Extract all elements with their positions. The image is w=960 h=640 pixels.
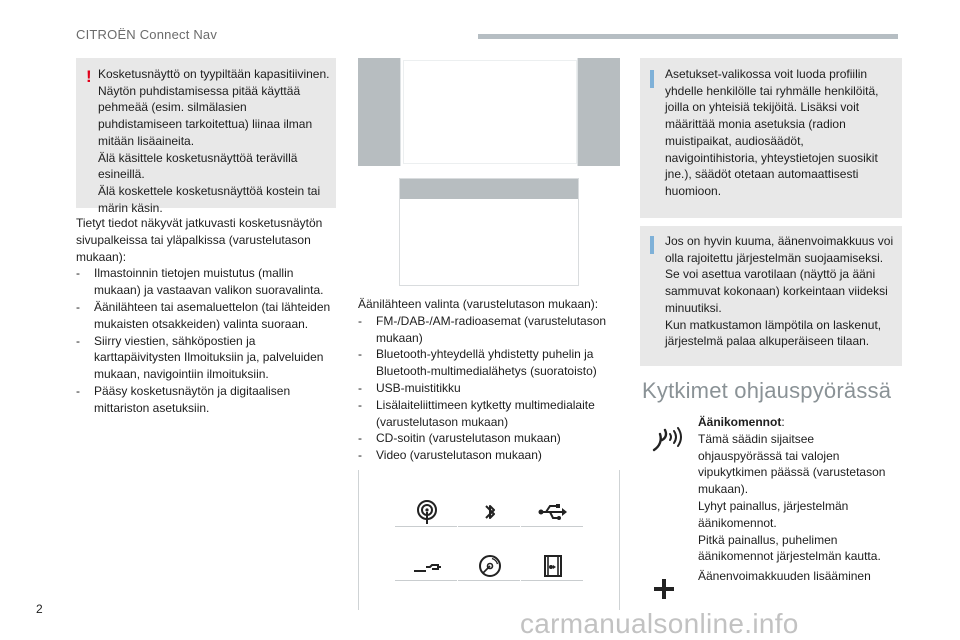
list-item-text: Siirry viestien, sähköpostien ja karttapäivitysten Ilmoituksiin ja, palveluiden mukaan, navigointiin ilmoituksiin. xyxy=(94,333,324,382)
list-item: - CD-soitin (varustelutason mukaan) xyxy=(358,431,561,446)
screen-content-area xyxy=(400,58,578,166)
cd-icon xyxy=(470,548,510,584)
bluetooth-icon xyxy=(470,494,510,530)
list-item-text: Lisälaiteliittimeen kytketty multimedialaite (varustelutason mukaan) xyxy=(376,397,595,429)
left-intro-text: Tietyt tiedot näkyvät jatkuvasti kosketusnäytön sivupalkeissa tai yläpalkissa (varustelutason mukaan): xyxy=(76,216,323,264)
list-item: - USB-muistitikku xyxy=(358,380,461,395)
plus-icon xyxy=(653,578,675,600)
list-item: - Video (varustelutason mukaan) xyxy=(358,448,542,463)
exclamation-icon: ! xyxy=(86,67,92,86)
audio-source-title: Äänilähteen valinta (varustelutason mukaan): xyxy=(358,297,599,311)
header-title: CITROËN Connect Nav xyxy=(76,27,218,42)
list-item: - Ilmastoinnin tietojen muistutus (mallin mukaan) ja vastaavan valikon suoravalinta. xyxy=(76,266,324,298)
list-item: - Bluetooth-yhteydellä yhdistetty puhelin ja Bluetooth-multimedialähetys (suoratoisto) xyxy=(358,347,597,379)
list-item: - FM-/DAB-/AM-radioasemat (varustelutason mukaan) xyxy=(358,313,607,345)
info-text-heat: Jos on hyvin kuuma, äänenvoimakkuus voi olla rajoitettu järjestelmän suojaamiseksi. Se voi asettua varotilaan (näyttö ja ääni sammuvat kokonaan) korkeintaan viideksi minuutiksi. Kun matkustamon lämpötila on laskenut, järjestelmä palaa alkuperäiseen tilaan. xyxy=(665,234,894,349)
voice-command-description: Tämä säädin sijaitsee ohjauspyörässä tai valojen vipukytkimen päässä (varustetason mukaan). Lyhyt painallus, järjestelmän äänikomennot. Pitkä painallus, puhelimen äänikomennot järjestelmän kautta. xyxy=(698,431,886,564)
list-item-text: Ilmastoinnin tietojen muistutus (mallin mukaan) ja vastaavan valikon suoravalinta. xyxy=(94,266,324,298)
list-item: - Siirry viestien, sähköpostien ja karttapäivitysten Ilmoituksiin ja, palveluiden mukaan, navigointiin ilmoituksiin. xyxy=(76,333,324,382)
aux-jack-icon xyxy=(407,548,447,584)
list-item-text: USB-muistitikku xyxy=(376,380,461,395)
screen-illustration-topbar xyxy=(399,178,579,286)
warning-text: Kosketusnäyttö on tyypiltään kapasitiivinen. Näytön puhdistamisessa pitää käyttää pehmeää (esim. silmälasien puhdistamiseen tarkoitettua) liinaa ilman mitään lisäaineita. Älä käsittele kosketusnäyttöä terävillä esineillä. Älä koskettele kosketusnäyttöä kostein tai märin käsin. xyxy=(98,67,330,215)
left-column xyxy=(76,215,338,417)
list-item-text: Bluetooth-yhteydellä yhdistetty puhelin ja Bluetooth-multimedialähetys (suoratoisto) xyxy=(376,347,597,379)
warning-box xyxy=(76,58,336,215)
list-item-text: FM-/DAB-/AM-radioasemat (varustelutason mukaan) xyxy=(376,313,607,345)
list-item-text: Video (varustelutason mukaan) xyxy=(376,448,542,463)
info-text-profiles: Asetukset-valikossa voit luoda profiilin yhdelle henkilölle tai ryhmälle henkilöitä, joilla on yhteisiä tekijöitä. Lisäksi voit määrittää monia asetuksia (radion muistipaikat, audiosäädöt, navigointihistoria, yhteystietojen suosikit jne.), säädöt otetaan automaattisesti huomioon. xyxy=(665,67,879,198)
watermark: carmanualsonline.info xyxy=(520,608,799,639)
usb-icon xyxy=(533,494,573,530)
section-title: Kytkimet ohjauspyörässä xyxy=(642,378,892,403)
list-item: - Pääsy kosketusnäytön ja digitaalisen mittariston asetuksiin. xyxy=(76,383,291,415)
list-item: - Äänilähteen tai asemaluettelon (tai lähteiden mukaisten otsakkeiden) valinta suoraan. xyxy=(76,299,331,331)
header-bar xyxy=(478,34,898,39)
left-list xyxy=(76,265,338,416)
list-item-text: Äänilähteen tai asemaluettelon (tai lähteiden mukaisten otsakkeiden) valinta suoraan. xyxy=(94,299,331,331)
info-icon xyxy=(650,70,654,88)
audio-source-list xyxy=(358,313,626,464)
middle-column xyxy=(358,296,626,464)
info-icon xyxy=(650,236,654,254)
info-box-heat xyxy=(640,226,902,366)
voice-command-text: Äänikomennot: Tämä säädin sijaitsee ohjauspyörässä tai valojen vipukytkimen päässä (varustetason mukaan). Lyhyt painallus, järjestelmän äänikomennot. Pitkä painallus, puhelimen äänikomennot järjestelmän kautta. xyxy=(698,415,886,564)
list-item-text: CD-soitin (varustelutason mukaan) xyxy=(376,431,561,446)
video-icon xyxy=(533,548,573,584)
page-number: 2 xyxy=(36,602,43,616)
voice-command-icon xyxy=(650,424,684,454)
radio-icon xyxy=(407,494,447,530)
info-box-profiles xyxy=(640,58,902,218)
list-item-text: Pääsy kosketusnäytön ja digitaalisen mittariston asetuksiin. xyxy=(94,383,291,415)
voice-command-label: Äänikomennot xyxy=(698,415,782,429)
source-icons-panel xyxy=(358,470,620,610)
screen-illustration-sidebars xyxy=(358,58,620,166)
list-item: - Lisälaiteliittimeen kytketty multimedialaite (varustelutason mukaan) xyxy=(358,397,595,429)
screen-top-bar xyxy=(400,179,578,199)
volume-up-text: Äänenvoimakkuuden lisääminen xyxy=(698,569,871,583)
